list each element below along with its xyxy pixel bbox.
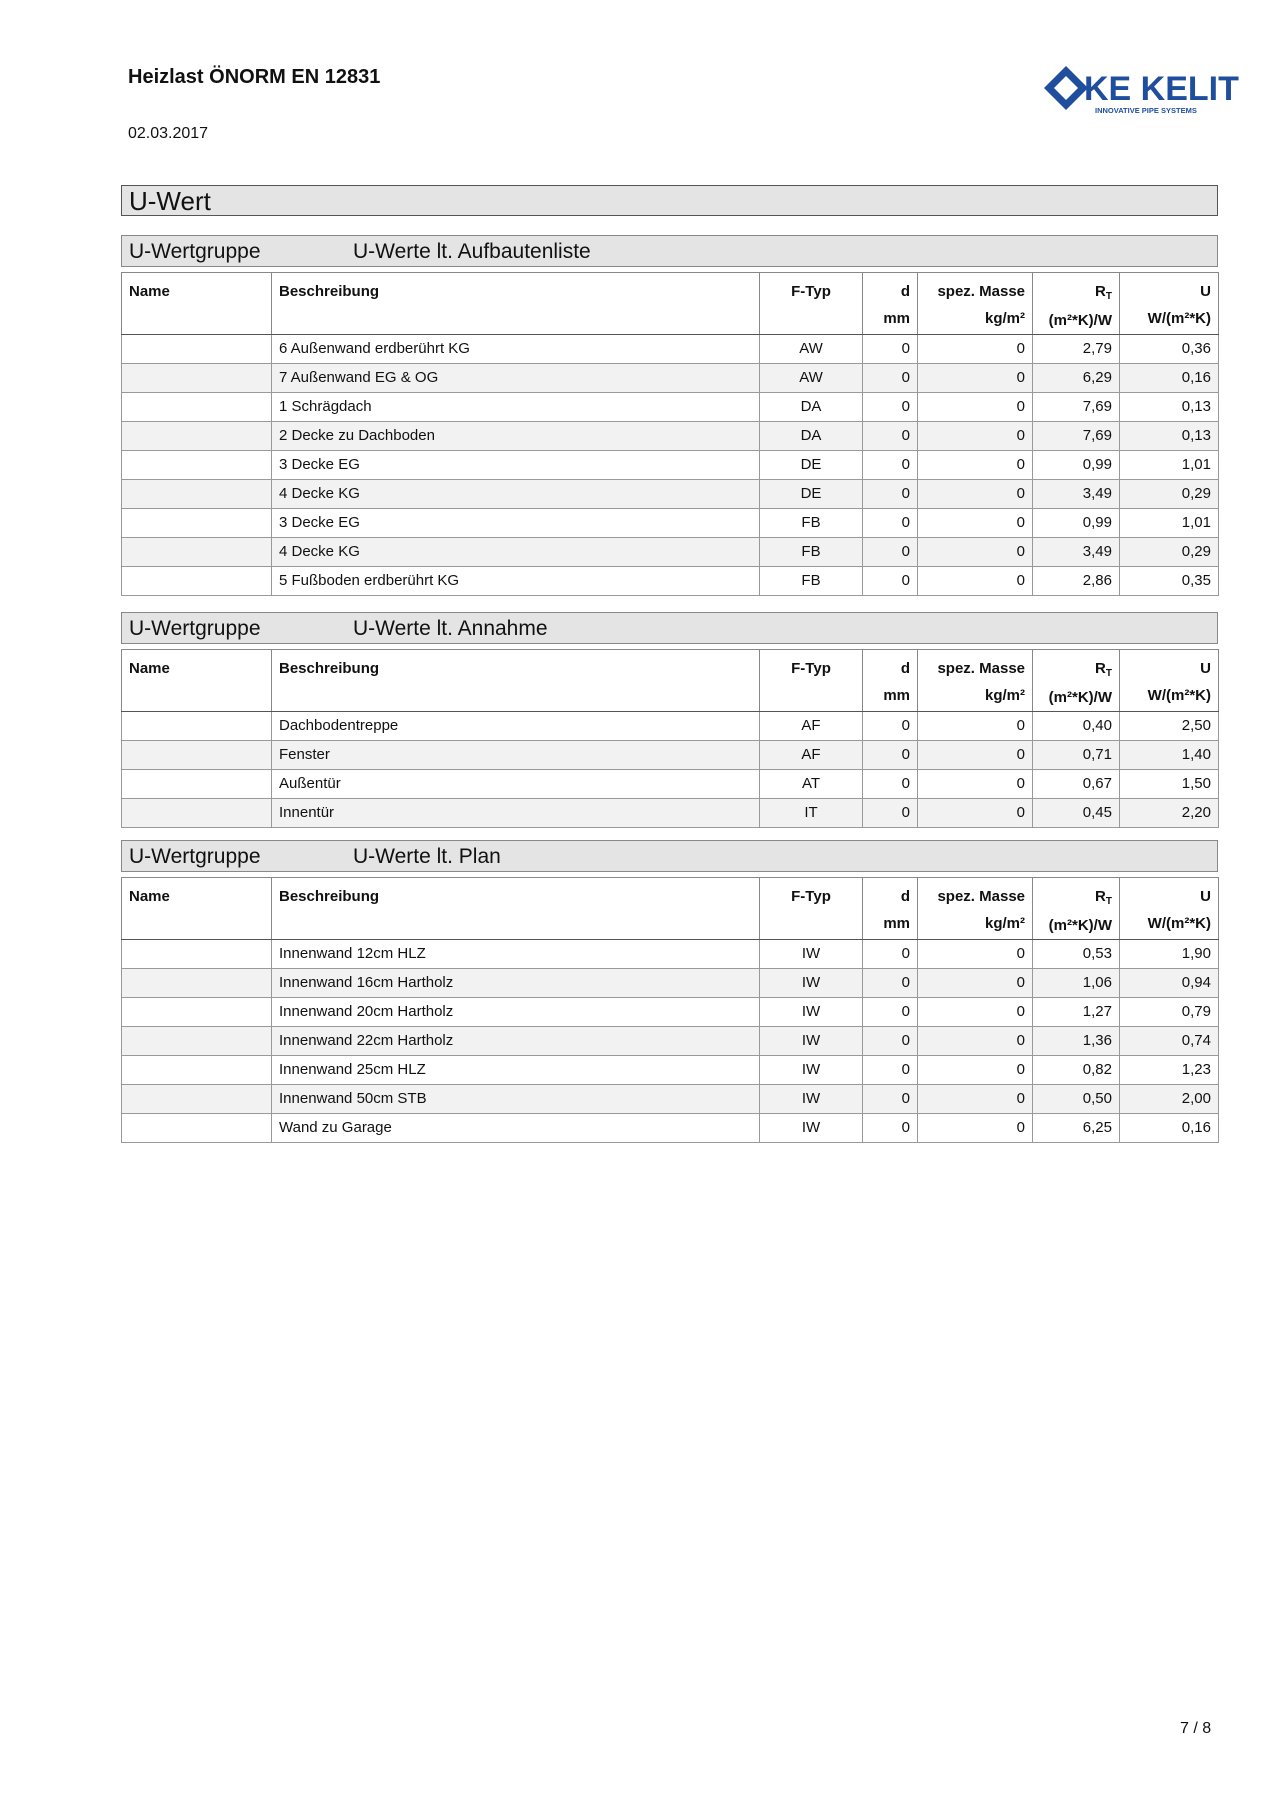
cell-masse: 0 xyxy=(918,770,1033,799)
cell-name xyxy=(122,741,272,770)
cell-d: 0 xyxy=(863,480,918,509)
group-title: U-Werte lt. Plan xyxy=(353,845,501,868)
cell-name xyxy=(122,1056,272,1085)
cell-ftyp: FB xyxy=(760,567,863,596)
col-unit-u: W/(m²*K) xyxy=(1147,310,1211,327)
cell-ftyp: DA xyxy=(760,422,863,451)
cell-name xyxy=(122,480,272,509)
cell-rt: 0,53 xyxy=(1033,940,1120,969)
table-row xyxy=(122,422,1219,451)
cell-masse: 0 xyxy=(918,451,1033,480)
cell-u: 1,90 xyxy=(1120,940,1219,969)
cell-beschreibung: Außentür xyxy=(272,770,760,799)
cell-ftyp: AW xyxy=(760,364,863,393)
cell-u: 0,16 xyxy=(1120,1114,1219,1143)
cell-d: 0 xyxy=(863,969,918,998)
col-unit-masse: kg/m² xyxy=(984,310,1025,327)
cell-rt: 0,67 xyxy=(1033,770,1120,799)
cell-masse: 0 xyxy=(918,335,1033,364)
cell-name xyxy=(122,1085,272,1114)
u-wertgruppe-2 xyxy=(121,612,1218,828)
col-header-beschreibung: Beschreibung xyxy=(272,650,760,712)
cell-ftyp: IW xyxy=(760,1114,863,1143)
cell-d: 0 xyxy=(863,770,918,799)
document-date: 02.03.2017 xyxy=(128,125,209,142)
cell-beschreibung: 5 Fußboden erdberührt KG xyxy=(272,567,760,596)
col-header-beschreibung: Beschreibung xyxy=(272,878,760,940)
cell-d: 0 xyxy=(863,538,918,567)
cell-name xyxy=(122,364,272,393)
table-row xyxy=(122,712,1219,741)
cell-name xyxy=(122,940,272,969)
page-number: 7 / 8 xyxy=(1180,1720,1212,1737)
cell-rt: 2,86 xyxy=(1033,567,1120,596)
cell-d: 0 xyxy=(863,1114,918,1143)
cell-masse: 0 xyxy=(918,364,1033,393)
cell-beschreibung: Innenwand 12cm HLZ xyxy=(272,940,760,969)
u-werte-table xyxy=(121,877,1219,1143)
col-header-u: U W/(m²*K) xyxy=(1120,273,1219,335)
cell-ftyp: IW xyxy=(760,1085,863,1114)
col-header-rt: $R_T$ (m²*K)/W xyxy=(1033,878,1120,940)
cell-masse: 0 xyxy=(918,1114,1033,1143)
cell-beschreibung: Innenwand 20cm Hartholz xyxy=(272,998,760,1027)
cell-name xyxy=(122,335,272,364)
table-row xyxy=(122,940,1219,969)
cell-rt: 2,79 xyxy=(1033,335,1120,364)
cell-name xyxy=(122,969,272,998)
u-wertgruppe-3 xyxy=(121,840,1218,1143)
table-row xyxy=(122,393,1219,422)
cell-ftyp: DE xyxy=(760,451,863,480)
cell-beschreibung: 3 Decke EG xyxy=(272,451,760,480)
cell-beschreibung: 1 Schrägdach xyxy=(272,393,760,422)
cell-beschreibung: 7 Außenwand EG & OG xyxy=(272,364,760,393)
cell-rt: 0,99 xyxy=(1033,509,1120,538)
cell-masse: 0 xyxy=(918,422,1033,451)
col-unit-rt: (m²*K)/W xyxy=(1048,312,1112,329)
col-header-u: U W/(m²*K) xyxy=(1120,650,1219,712)
table-row xyxy=(122,335,1219,364)
cell-masse: 0 xyxy=(918,969,1033,998)
table-row xyxy=(122,998,1219,1027)
cell-name xyxy=(122,538,272,567)
cell-masse: 0 xyxy=(918,1027,1033,1056)
cell-u: 0,29 xyxy=(1120,480,1219,509)
col-header-rt: $R_T$ (m²*K)/W xyxy=(1033,273,1120,335)
col-header-d: d mm xyxy=(863,273,918,335)
cell-beschreibung: Dachbodentreppe xyxy=(272,712,760,741)
table-row xyxy=(122,480,1219,509)
table-row xyxy=(122,538,1219,567)
cell-name xyxy=(122,393,272,422)
cell-masse: 0 xyxy=(918,940,1033,969)
cell-ftyp: IW xyxy=(760,969,863,998)
group-header xyxy=(121,840,1218,872)
cell-ftyp: IW xyxy=(760,1027,863,1056)
cell-name xyxy=(122,1027,272,1056)
group-title: U-Werte lt. Aufbautenliste xyxy=(353,240,591,263)
cell-u: 1,01 xyxy=(1120,509,1219,538)
col-header-name: Name xyxy=(122,878,272,940)
cell-masse: 0 xyxy=(918,567,1033,596)
cell-rt: 6,29 xyxy=(1033,364,1120,393)
cell-beschreibung: Innentür xyxy=(272,799,760,828)
cell-rt: 1,36 xyxy=(1033,1027,1120,1056)
col-header-d: d mm xyxy=(863,878,918,940)
table-header-row xyxy=(122,650,1219,712)
document-title: Heizlast ÖNORM EN 12831 xyxy=(128,66,381,88)
cell-ftyp: IW xyxy=(760,1056,863,1085)
cell-beschreibung: 2 Decke zu Dachboden xyxy=(272,422,760,451)
cell-d: 0 xyxy=(863,1085,918,1114)
table-row xyxy=(122,770,1219,799)
cell-masse: 0 xyxy=(918,712,1033,741)
cell-beschreibung: Fenster xyxy=(272,741,760,770)
cell-name xyxy=(122,1114,272,1143)
cell-u: 0,74 xyxy=(1120,1027,1219,1056)
col-header-d: d mm xyxy=(863,650,918,712)
cell-d: 0 xyxy=(863,451,918,480)
table-row xyxy=(122,799,1219,828)
col-header-masse: spez. Masse kg/m² xyxy=(918,273,1033,335)
cell-u: 1,01 xyxy=(1120,451,1219,480)
cell-masse: 0 xyxy=(918,480,1033,509)
cell-ftyp: FB xyxy=(760,538,863,567)
col-header-name: Name xyxy=(122,650,272,712)
cell-masse: 0 xyxy=(918,538,1033,567)
cell-d: 0 xyxy=(863,799,918,828)
cell-name xyxy=(122,770,272,799)
cell-rt: 3,49 xyxy=(1033,480,1120,509)
cell-u: 2,50 xyxy=(1120,712,1219,741)
cell-u: 1,23 xyxy=(1120,1056,1219,1085)
u-werte-table xyxy=(121,272,1219,596)
col-unit-masse: kg/m² xyxy=(984,687,1025,704)
cell-u: 0,79 xyxy=(1120,998,1219,1027)
logo-tagline: INNOVATIVE PIPE SYSTEMS xyxy=(1095,106,1197,115)
cell-rt: 0,71 xyxy=(1033,741,1120,770)
cell-ftyp: AF xyxy=(760,712,863,741)
cell-rt: 7,69 xyxy=(1033,422,1120,451)
table-row xyxy=(122,1085,1219,1114)
table-row xyxy=(122,1114,1219,1143)
col-unit-masse: kg/m² xyxy=(984,915,1025,932)
cell-d: 0 xyxy=(863,422,918,451)
col-header-beschreibung: Beschreibung xyxy=(272,273,760,335)
cell-name xyxy=(122,451,272,480)
cell-d: 0 xyxy=(863,998,918,1027)
cell-beschreibung: Wand zu Garage xyxy=(272,1114,760,1143)
col-header-ftyp: F-Typ xyxy=(760,273,863,335)
cell-ftyp: IT xyxy=(760,799,863,828)
cell-ftyp: AF xyxy=(760,741,863,770)
cell-ftyp: DE xyxy=(760,480,863,509)
cell-d: 0 xyxy=(863,1027,918,1056)
cell-d: 0 xyxy=(863,712,918,741)
group-label: U-Wertgruppe xyxy=(129,617,261,640)
cell-rt: 0,50 xyxy=(1033,1085,1120,1114)
col-unit-d: mm xyxy=(883,915,910,932)
cell-rt: 3,49 xyxy=(1033,538,1120,567)
cell-masse: 0 xyxy=(918,741,1033,770)
cell-beschreibung: Innenwand 25cm HLZ xyxy=(272,1056,760,1085)
cell-u: 2,20 xyxy=(1120,799,1219,828)
cell-ftyp: AW xyxy=(760,335,863,364)
cell-ftyp: FB xyxy=(760,509,863,538)
col-header-u: U W/(m²*K) xyxy=(1120,878,1219,940)
section-title: U-Wert xyxy=(121,185,1218,216)
cell-d: 0 xyxy=(863,509,918,538)
table-row xyxy=(122,364,1219,393)
cell-u: 0,35 xyxy=(1120,567,1219,596)
cell-rt: 1,27 xyxy=(1033,998,1120,1027)
cell-rt: 0,40 xyxy=(1033,712,1120,741)
table-row xyxy=(122,1056,1219,1085)
cell-u: 2,00 xyxy=(1120,1085,1219,1114)
table-row xyxy=(122,969,1219,998)
cell-name xyxy=(122,509,272,538)
cell-name xyxy=(122,567,272,596)
cell-beschreibung: Innenwand 22cm Hartholz xyxy=(272,1027,760,1056)
col-header-ftyp: F-Typ xyxy=(760,878,863,940)
cell-d: 0 xyxy=(863,335,918,364)
u-wertgruppe-1 xyxy=(121,235,1218,596)
table-row xyxy=(122,1027,1219,1056)
cell-name xyxy=(122,712,272,741)
cell-rt: 6,25 xyxy=(1033,1114,1120,1143)
cell-name xyxy=(122,422,272,451)
cell-beschreibung: 4 Decke KG xyxy=(272,480,760,509)
cell-rt: 0,99 xyxy=(1033,451,1120,480)
cell-u: 1,50 xyxy=(1120,770,1219,799)
cell-beschreibung: 3 Decke EG xyxy=(272,509,760,538)
cell-rt: 1,06 xyxy=(1033,969,1120,998)
cell-name xyxy=(122,799,272,828)
cell-masse: 0 xyxy=(918,1085,1033,1114)
cell-ftyp: AT xyxy=(760,770,863,799)
logo-wordmark: KE KELIT xyxy=(1084,70,1239,108)
cell-beschreibung: Innenwand 50cm STB xyxy=(272,1085,760,1114)
cell-u: 0,36 xyxy=(1120,335,1219,364)
group-header xyxy=(121,612,1218,644)
cell-masse: 0 xyxy=(918,393,1033,422)
col-header-masse: spez. Masse kg/m² xyxy=(918,878,1033,940)
table-row xyxy=(122,451,1219,480)
cell-masse: 0 xyxy=(918,1056,1033,1085)
cell-u: 0,13 xyxy=(1120,422,1219,451)
col-unit-rt: (m²*K)/W xyxy=(1048,689,1112,706)
group-label: U-Wertgruppe xyxy=(129,240,261,263)
col-unit-rt: (m²*K)/W xyxy=(1048,917,1112,934)
cell-d: 0 xyxy=(863,741,918,770)
col-unit-d: mm xyxy=(883,687,910,704)
cell-u: 0,29 xyxy=(1120,538,1219,567)
col-unit-u: W/(m²*K) xyxy=(1147,915,1211,932)
u-werte-table xyxy=(121,649,1219,828)
table-row xyxy=(122,509,1219,538)
cell-d: 0 xyxy=(863,364,918,393)
group-label: U-Wertgruppe xyxy=(129,845,261,868)
cell-d: 0 xyxy=(863,393,918,422)
cell-masse: 0 xyxy=(918,509,1033,538)
ke-kelit-logo xyxy=(1040,60,1239,120)
col-header-name: Name xyxy=(122,273,272,335)
cell-ftyp: IW xyxy=(760,940,863,969)
cell-d: 0 xyxy=(863,940,918,969)
col-unit-u: W/(m²*K) xyxy=(1147,687,1211,704)
cell-d: 0 xyxy=(863,1056,918,1085)
cell-u: 0,94 xyxy=(1120,969,1219,998)
col-header-ftyp: F-Typ xyxy=(760,650,863,712)
cell-name xyxy=(122,998,272,1027)
cell-u: 0,13 xyxy=(1120,393,1219,422)
group-header xyxy=(121,235,1218,267)
col-header-rt: $R_T$ (m²*K)/W xyxy=(1033,650,1120,712)
cell-rt: 0,82 xyxy=(1033,1056,1120,1085)
col-unit-d: mm xyxy=(883,310,910,327)
cell-beschreibung: 6 Außenwand erdberührt KG xyxy=(272,335,760,364)
cell-masse: 0 xyxy=(918,799,1033,828)
table-header-row xyxy=(122,273,1219,335)
cell-masse: 0 xyxy=(918,998,1033,1027)
table-header-row xyxy=(122,878,1219,940)
cell-ftyp: DA xyxy=(760,393,863,422)
cell-u: 1,40 xyxy=(1120,741,1219,770)
cell-ftyp: IW xyxy=(760,998,863,1027)
cell-d: 0 xyxy=(863,567,918,596)
cell-rt: 7,69 xyxy=(1033,393,1120,422)
cell-u: 0,16 xyxy=(1120,364,1219,393)
table-row xyxy=(122,567,1219,596)
col-header-masse: spez. Masse kg/m² xyxy=(918,650,1033,712)
cell-rt: 0,45 xyxy=(1033,799,1120,828)
table-row xyxy=(122,741,1219,770)
cell-beschreibung: Innenwand 16cm Hartholz xyxy=(272,969,760,998)
group-title: U-Werte lt. Annahme xyxy=(353,617,548,640)
cell-beschreibung: 4 Decke KG xyxy=(272,538,760,567)
